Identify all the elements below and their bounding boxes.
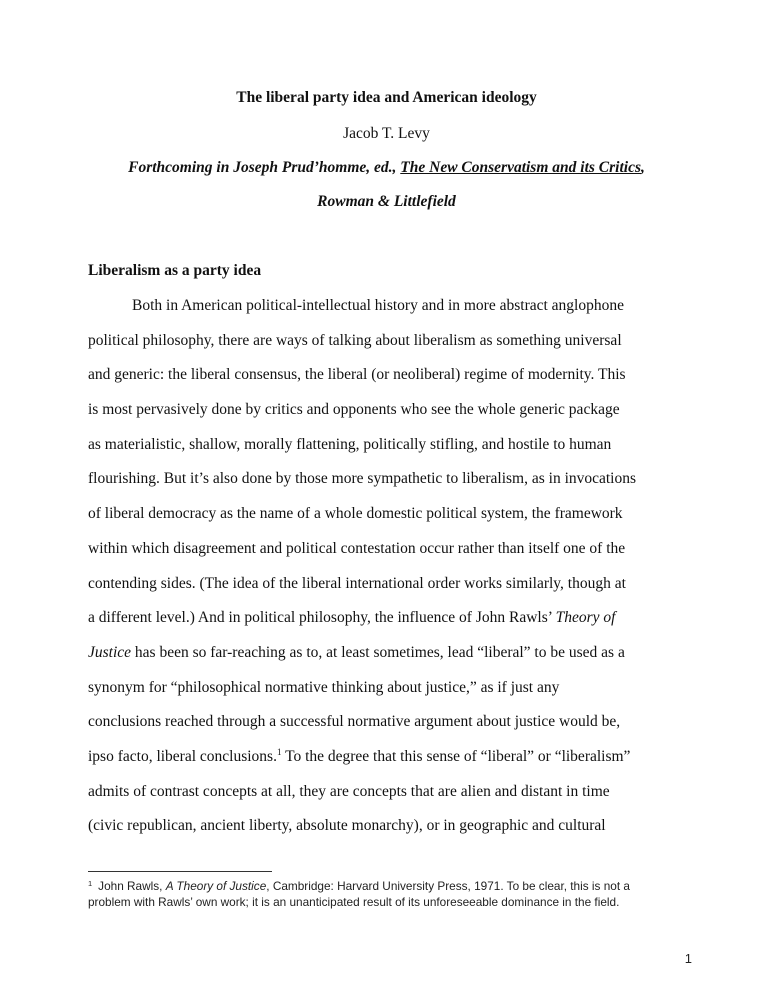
book-title-italic: Justice [88, 643, 132, 661]
body-line [88, 671, 693, 706]
line-text: synonym for “philosophical normative thinking about justice,” as if just any [88, 678, 560, 696]
footnote-reference[interactable]: 1 [276, 746, 282, 757]
body-line [88, 497, 693, 532]
line-text: as materialistic, shallow, morally flattening, politically stifling, and hostile to human [88, 435, 612, 453]
line-text: of liberal democracy as the name of a whole domestic political system, the framework [88, 505, 623, 523]
publication-suffix: , [641, 159, 645, 176]
footnote-line [88, 895, 693, 911]
footnote-line [88, 879, 693, 895]
body-line [88, 324, 693, 359]
line-text: (civic republican, ancient liberty, absolute monarchy), or in geographic and cultural [88, 817, 606, 835]
body-line [88, 601, 693, 636]
footnote-text: , Cambridge: Harvard University Press, 1971. To be clear, this is not a [266, 879, 630, 893]
footnote-book-title: A Theory of Justice [165, 879, 267, 893]
paper-title: The liberal party idea and American ideology [236, 89, 537, 106]
footnote-marker: 1 [88, 879, 93, 888]
line-text: flourishing. But it’s also done by those more sympathetic to liberalism, as in invocations [88, 470, 637, 488]
author-name: Jacob T. Levy [343, 125, 430, 142]
footnote [88, 879, 693, 910]
line-text: has been so far-reaching as to, at least sometimes, lead “liberal” to be used as a [131, 643, 625, 661]
line-text: admits of contrast concepts at all, they are concepts that are alien and distant in time [88, 782, 610, 800]
body-line [88, 289, 693, 324]
line-text: ipso facto, liberal conclusions. [88, 747, 277, 765]
line-text: and generic: the liberal consensus, the liberal (or neoliberal) regime of modernity. This [88, 366, 626, 384]
publication-prefix: Forthcoming in Joseph Prud’homme, ed., [128, 159, 401, 176]
footnote-text: John Rawls, [98, 879, 166, 893]
line-text: within which disagreement and political contestation occur rather than itself one of the [88, 539, 626, 557]
body-line [88, 775, 693, 810]
body-line [88, 705, 693, 740]
line-text: Both in American political-intellectual history and in more abstract anglophone [132, 297, 624, 314]
footnote-divider [88, 871, 272, 872]
line-text: conclusions reached through a successful normative argument about justice would be, [88, 713, 621, 731]
body-line [88, 462, 693, 497]
line-text: To the degree that this sense of “liberal” or “liberalism” [281, 747, 631, 765]
body-line [88, 636, 693, 671]
book-title-italic: Theory of [555, 609, 616, 627]
body-text [88, 289, 693, 844]
section-heading: Liberalism as a party idea [88, 262, 262, 279]
body-line [88, 358, 693, 393]
body-line [88, 740, 693, 775]
body-line [88, 428, 693, 463]
body-line [88, 393, 693, 428]
body-line [88, 532, 693, 567]
body-line [88, 567, 693, 602]
line-text: political philosophy, there are ways of talking about liberalism as something universal [88, 331, 622, 349]
book-title: The New Conservatism and its Critics [400, 159, 641, 176]
publication-line [0, 158, 773, 178]
line-text: contending sides. (The idea of the liberal international order works similarly, though at [88, 574, 626, 592]
footnote-text: problem with Rawls’ own work; it is an unanticipated result of its unforeseeable dominance in the field. [88, 894, 620, 909]
publisher-line: Rowman & Littlefield [317, 193, 456, 210]
line-text: is most pervasively done by critics and opponents who see the whole generic package [88, 401, 620, 419]
line-text: a different level.) And in political philosophy, the influence of John Rawls’ [88, 609, 556, 627]
page-number: 1 [684, 951, 692, 966]
body-line [88, 809, 693, 844]
